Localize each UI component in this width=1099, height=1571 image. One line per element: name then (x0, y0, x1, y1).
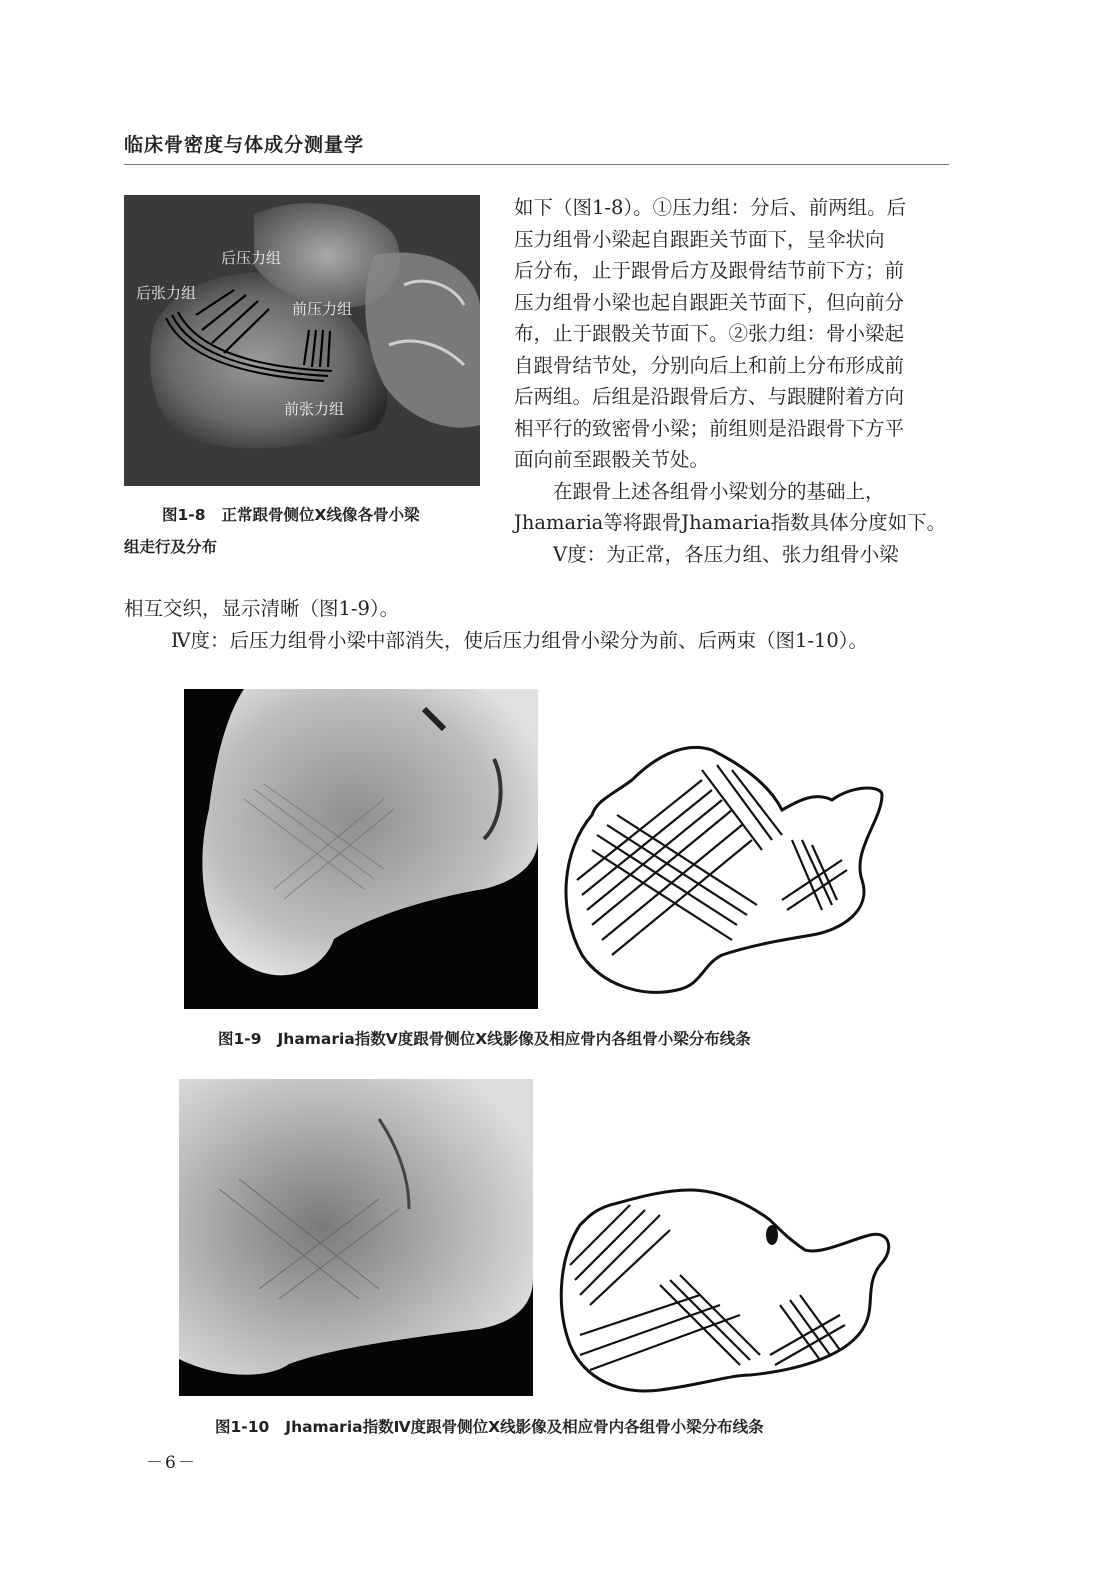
body-line: 压力组骨小梁也起自跟距关节面下，但向前分 (514, 290, 905, 314)
body-line: 如下（图1-8）。①压力组：分后、前两组。后 (514, 196, 907, 219)
header-rule (124, 164, 949, 165)
figure-1-10-caption-number: 图1-10 (215, 1418, 270, 1436)
body-line: Jhamaria等将跟骨Jhamaria指数具体分度如下。 (514, 511, 947, 534)
label-posterior-tension: 后张力组 (136, 284, 197, 302)
figure-1-9-caption-text: Jhamaria指数Ⅴ度跟骨侧位X线影像及相应骨内各组骨小梁分布线条 (277, 1030, 751, 1048)
label-anterior-compression: 前压力组 (292, 300, 353, 318)
figure-1-9-drawing (552, 740, 892, 1000)
figure-1-8-caption-cont: 组走行及分布 (124, 538, 218, 556)
figure-1-9-xray (184, 689, 538, 1009)
body-line: 后两组。后组是沿跟骨后方、与跟腱附着方向 (514, 385, 905, 408)
figure-1-10-caption (215, 1415, 764, 1437)
body-line: 在跟骨上述各组骨小梁划分的基础上， (514, 479, 885, 503)
body-line: Ⅴ度：为正常，各压力组、张力组骨小梁 (514, 542, 899, 566)
figure-1-8-caption-line1: 正常跟骨侧位X线像各骨小梁 (221, 506, 420, 524)
label-anterior-tension: 前张力组 (284, 400, 345, 418)
page-number: －6－ (146, 1453, 197, 1473)
body-line: 压力组骨小梁起自跟距关节面下，呈伞状向 (514, 227, 885, 251)
running-header: 临床骨密度与体成分测量学 (124, 134, 365, 156)
body-right-column (514, 192, 954, 570)
body-line: Ⅳ度：后压力组骨小梁中部消失，使后压力组骨小梁分为前、后两束（图1-10）。 (171, 628, 869, 652)
figure-1-10-xray (179, 1079, 533, 1396)
label-posterior-compression: 后压力组 (221, 249, 282, 267)
figure-1-9-caption-number: 图1-9 (218, 1030, 262, 1048)
body-full-width (124, 593, 954, 656)
body-line: 布，止于跟骰关节面下。②张力组：骨小梁起 (514, 322, 905, 345)
figure-1-8-caption (162, 503, 419, 525)
figure-1-9-caption (218, 1027, 751, 1049)
body-line: 相互交织，显示清晰（图1-9）。 (124, 597, 400, 620)
figure-1-10-caption-text: Jhamaria指数Ⅳ度跟骨侧位X线影像及相应骨内各组骨小梁分布线条 (285, 1418, 764, 1436)
figure-1-10-drawing (550, 1185, 895, 1400)
body-line: 自跟骨结节处，分别向后上和前上分布形成前 (514, 353, 905, 377)
figure-1-8-caption-number: 图1-8 (162, 506, 206, 524)
body-line: 相平行的致密骨小梁；前组则是沿跟骨下方平 (514, 416, 905, 440)
body-line: 后分布，止于跟骨后方及跟骨结节前下方；前 (514, 259, 905, 282)
figure-1-8-xray (124, 195, 480, 486)
body-line: 面向前至跟骰关节处。 (514, 448, 710, 471)
